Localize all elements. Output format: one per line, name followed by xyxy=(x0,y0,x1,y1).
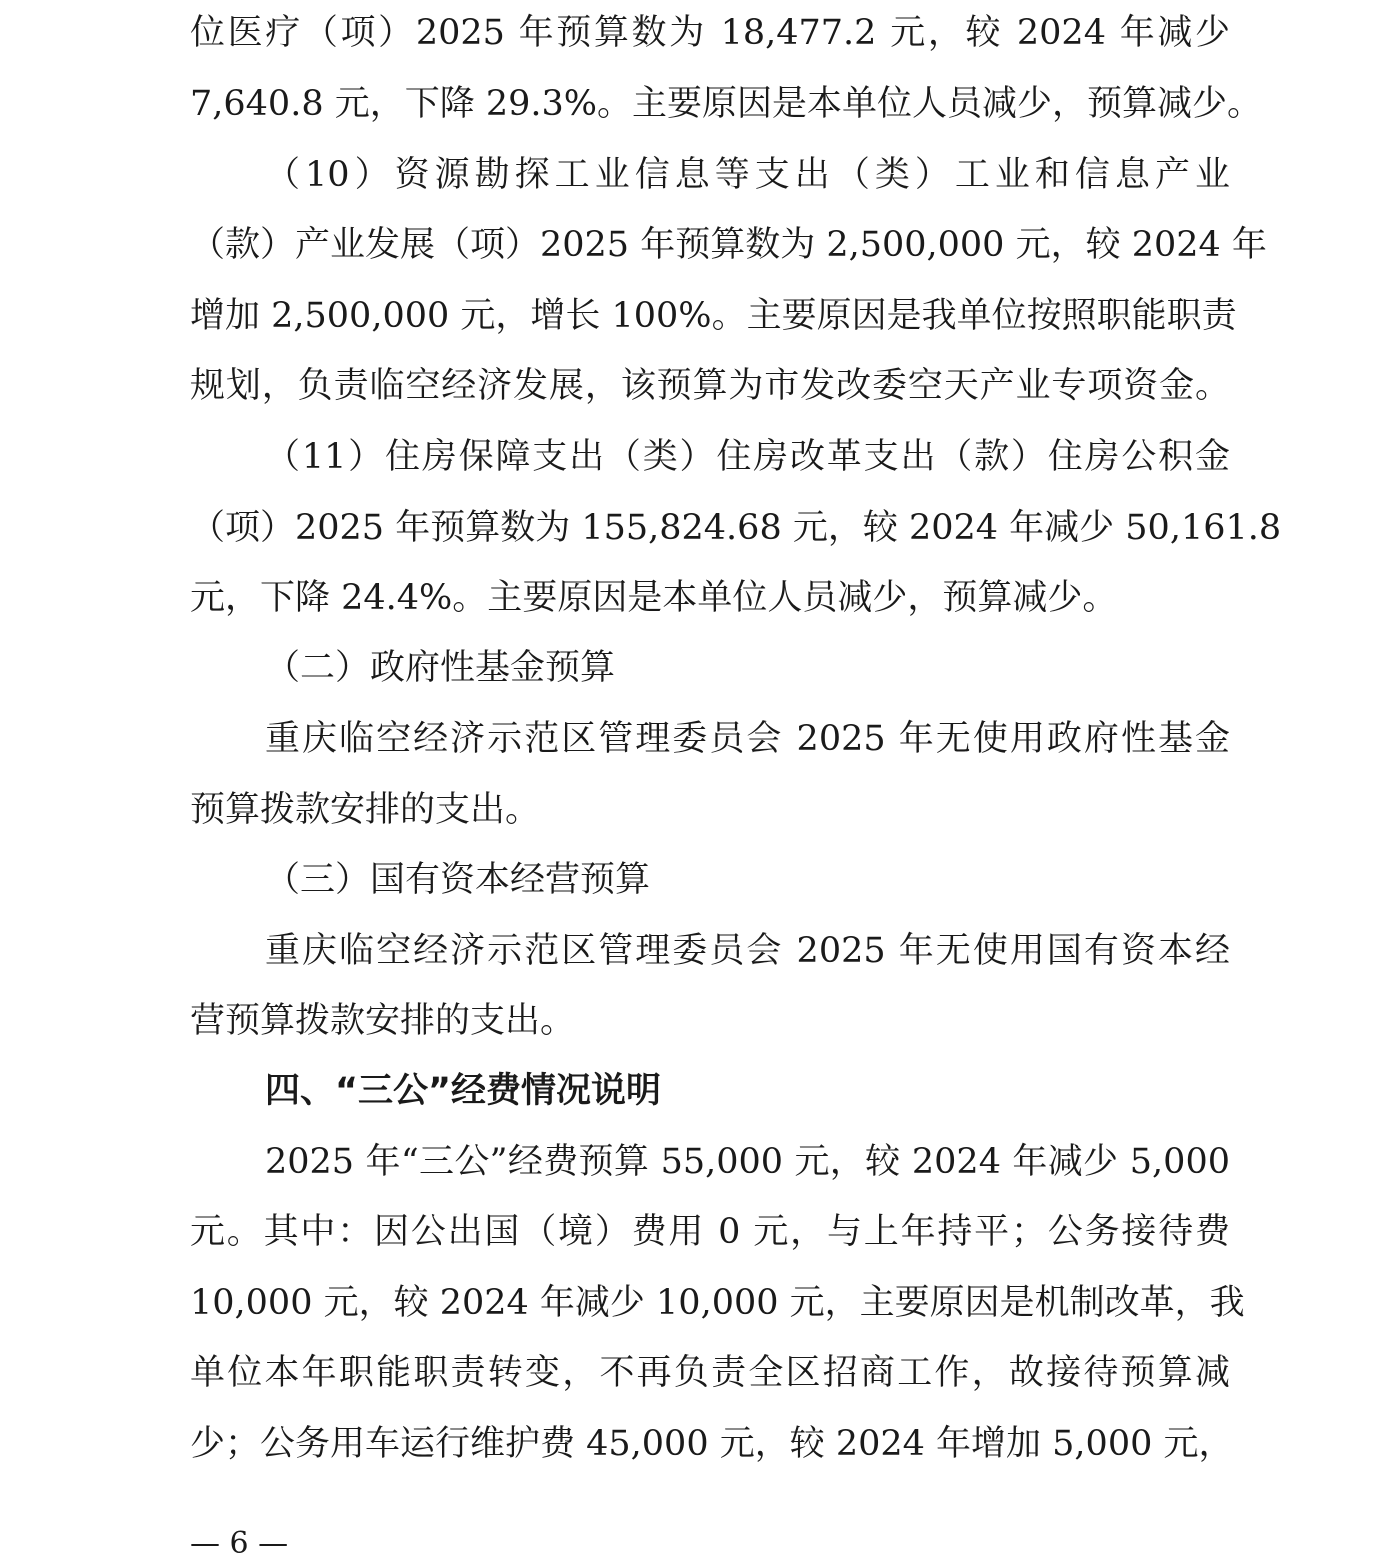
paragraph-line: 规划，负责临空经济发展，该预算为市发改委空天产业专项资金。 xyxy=(190,366,1230,406)
paragraph-line: 预算拨款安排的支出。 xyxy=(190,790,541,830)
paragraph-line: 2025 年“三公”经费预算 55,000 元，较 2024 年减少 5,000 xyxy=(265,1142,1230,1182)
paragraph-line: （款）产业发展（项）2025 年预算数为 2,500,000 元，较 2024 年 xyxy=(190,225,1267,265)
paragraph-line: 少；公务用车运行维护费 45,000 元，较 2024 年增加 5,000 元， xyxy=(190,1424,1234,1464)
paragraph-line: 元。其中：因公出国（境）费用 0 元，与上年持平；公务接待费 xyxy=(190,1212,1230,1252)
paragraph-line: （项）2025 年预算数为 155,824.68 元，较 2024 年减少 50,161.8 xyxy=(190,508,1282,548)
paragraph-line: 7,640.8 元，下降 29.3%。主要原因是本单位人员减少，预算减少。 xyxy=(190,84,1263,124)
paragraph-line: 位医疗（项）2025 年预算数为 18,477.2 元，较 2024 年减少 xyxy=(190,13,1230,53)
paragraph-line: （10）资源勘探工业信息等支出（类）工业和信息产业 xyxy=(265,155,1230,195)
chapter-heading: 四、“三公”经费情况说明 xyxy=(265,1071,662,1111)
paragraph-line: 营预算拨款安排的支出。 xyxy=(190,1001,576,1041)
paragraph-line: 元，下降 24.4%。主要原因是本单位人员减少，预算减少。 xyxy=(190,578,1118,618)
paragraph-line: 重庆临空经济示范区管理委员会 2025 年无使用政府性基金 xyxy=(265,719,1230,759)
paragraph-line: 增加 2,500,000 元，增长 100%。主要原因是我单位按照职能职责 xyxy=(190,296,1237,336)
section-heading: （三）国有资本经营预算 xyxy=(265,860,651,900)
paragraph-line: 重庆临空经济示范区管理委员会 2025 年无使用国有资本经 xyxy=(265,931,1230,971)
paragraph-line: 10,000 元，较 2024 年减少 10,000 元，主要原因是机制改革，我 xyxy=(190,1283,1245,1323)
paragraph-line: 单位本年职能职责转变，不再负责全区招商工作，故接待预算减 xyxy=(190,1353,1230,1393)
paragraph-line: （11）住房保障支出（类）住房改革支出（款）住房公积金 xyxy=(265,437,1230,477)
page-number: — 6 — xyxy=(190,1526,289,1561)
section-heading: （二）政府性基金预算 xyxy=(265,648,616,688)
